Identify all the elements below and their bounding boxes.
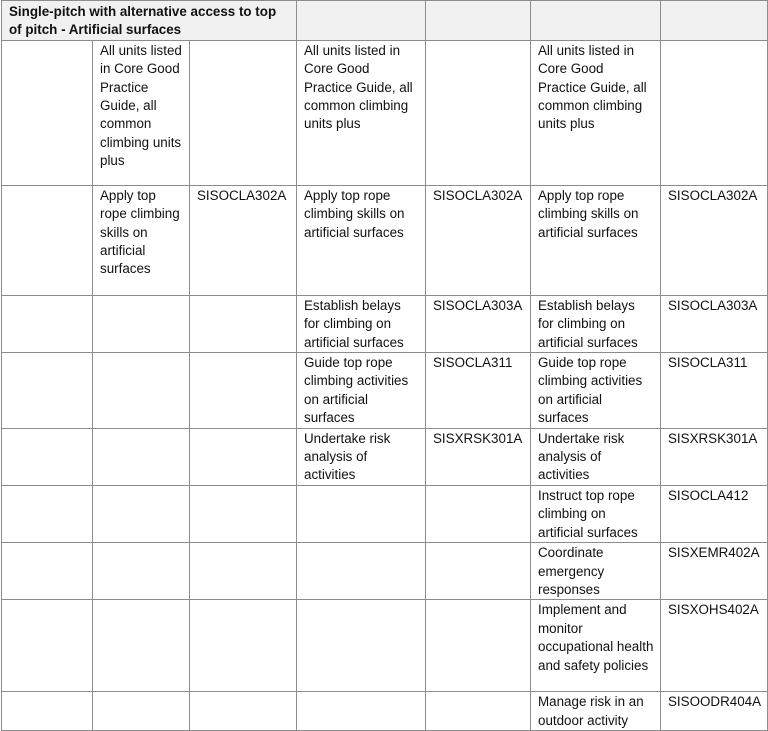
unit-code <box>661 40 768 185</box>
unit-code: SISOCLA302A <box>661 185 768 295</box>
units-table <box>1 0 768 731</box>
unit-description: Apply top rope climbing skills on artificial surfaces <box>93 185 190 295</box>
unit-description: All units listed in Core Good Practice Guide, all common climbing units plus <box>93 40 190 185</box>
unit-description <box>93 353 190 429</box>
unit-description <box>93 428 190 485</box>
table-row <box>2 600 768 692</box>
unit-code <box>190 543 297 600</box>
unit-code <box>426 485 531 542</box>
unit-description: Manage risk in an outdoor activity <box>531 692 661 731</box>
unit-code: SISOCLA302A <box>426 185 531 295</box>
unit-code <box>190 428 297 485</box>
table-heading: Single-pitch with alternative access to top of pitch - Artificial surfaces <box>2 1 297 41</box>
unit-code: SISOCLA303A <box>426 295 531 352</box>
unit-description: Apply top rope climbing skills on artificial surfaces <box>297 185 426 295</box>
unit-code <box>426 600 531 692</box>
table-row <box>2 485 768 542</box>
table-row <box>2 543 768 600</box>
unit-description <box>93 600 190 692</box>
unit-code <box>190 600 297 692</box>
table-row <box>2 295 768 352</box>
unit-code: SISOCLA311 <box>661 353 768 429</box>
blank-cell <box>2 185 93 295</box>
unit-description: Instruct top rope climbing on artificial surfaces <box>531 485 661 542</box>
unit-code <box>426 40 531 185</box>
units-table-body <box>2 1 768 731</box>
unit-description: Establish belays for climbing on artificial surfaces <box>297 295 426 352</box>
blank-cell <box>2 295 93 352</box>
unit-description <box>93 295 190 352</box>
unit-description <box>297 543 426 600</box>
blank-cell <box>2 40 93 185</box>
unit-code: SISOCLA302A <box>190 185 297 295</box>
unit-code: SISOCLA303A <box>661 295 768 352</box>
unit-code: SISXOHS402A <box>661 600 768 692</box>
unit-code: SISOCLA412 <box>661 485 768 542</box>
blank-cell <box>2 428 93 485</box>
unit-code <box>426 543 531 600</box>
unit-description: Coordinate emergency responses <box>531 543 661 600</box>
header-cell <box>661 1 768 41</box>
unit-code: SISXRSK301A <box>426 428 531 485</box>
blank-cell <box>2 543 93 600</box>
unit-code: SISOCLA311 <box>426 353 531 429</box>
unit-description: Guide top rope climbing activities on artificial surfaces <box>531 353 661 429</box>
unit-description <box>93 485 190 542</box>
unit-description: All units listed in Core Good Practice Guide, all common climbing units plus <box>297 40 426 185</box>
header-cell <box>426 1 531 41</box>
table-row <box>2 353 768 429</box>
header-cell <box>297 1 426 41</box>
unit-description: Apply top rope climbing skills on artificial surfaces <box>531 185 661 295</box>
header-row <box>2 1 768 41</box>
unit-code: SISXRSK301A <box>661 428 768 485</box>
unit-code <box>190 353 297 429</box>
unit-description: Undertake risk analysis of activities <box>531 428 661 485</box>
unit-description <box>297 600 426 692</box>
table-row <box>2 428 768 485</box>
unit-description <box>297 485 426 542</box>
unit-code <box>190 485 297 542</box>
unit-code: SISXEMR402A <box>661 543 768 600</box>
unit-description: Implement and monitor occupational health and safety policies <box>531 600 661 692</box>
unit-code <box>190 295 297 352</box>
header-cell <box>531 1 661 41</box>
table-row <box>2 40 768 185</box>
table-row <box>2 185 768 295</box>
unit-description: Establish belays for climbing on artificial surfaces <box>531 295 661 352</box>
blank-cell <box>2 353 93 429</box>
unit-description: Guide top rope climbing activities on artificial surfaces <box>297 353 426 429</box>
blank-cell <box>2 485 93 542</box>
unit-description: All units listed in Core Good Practice Guide, all common climbing units plus <box>531 40 661 185</box>
unit-code <box>190 40 297 185</box>
unit-code: SISOODR404A <box>661 692 768 731</box>
unit-description: Undertake risk analysis of activities <box>297 428 426 485</box>
unit-description <box>93 543 190 600</box>
blank-cell <box>2 600 93 692</box>
